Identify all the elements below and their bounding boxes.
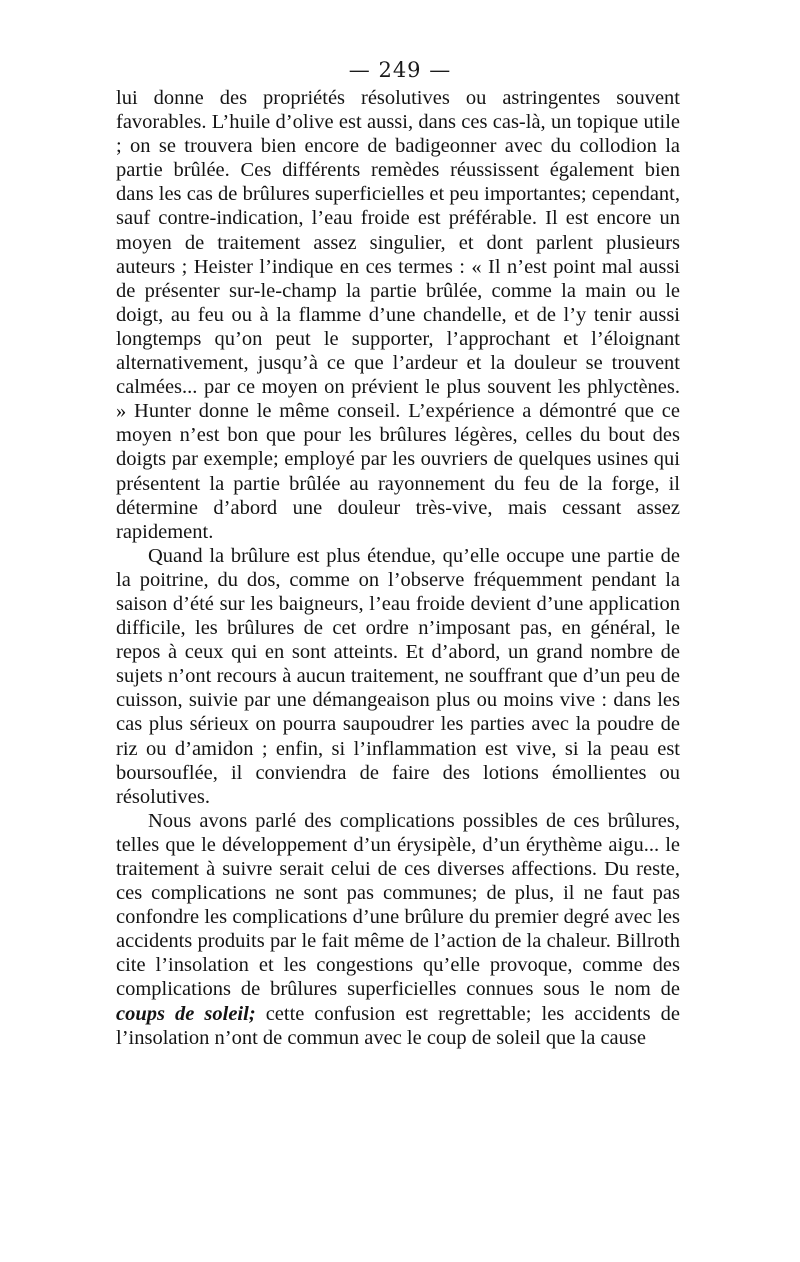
paragraph [116,86,680,544]
paragraph [116,809,680,1050]
text-segment: Quand la brûlure est plus étendue, qu’elle occupe une partie de la poitrine, du dos, comme on l’observe fréquemment pendant la saison d’été sur les baigneurs, l’eau froide devient d’une application difficile, les brûlures de cet ordre n’imposant pas, en général, le repos à ceux qui en sont atteints. Et d’abord, un grand nombre de sujets n’ont recours à aucun traitement, ne souffrant que d’un peu de cuisson, suivie par une démangeaison plus ou moins vive : dans les cas plus sérieux on pourra saupoudrer les parties avec la poudre de riz ou d’amidon ; enfin, si l’inflammation est vive, si la peau est boursouflée, il conviendra de faire des lotions émollientes ou résolutives. [116,544,680,808]
text-segment: cette confusion est regrettable; les accidents de l’insolation n’ont de commun avec le coup de soleil que la cause [116,1002,680,1049]
italic-phrase: coups de soleil; [116,1002,256,1025]
paragraph [116,544,680,809]
text-segment: Nous avons parlé des complications possibles de ces brûlures, telles que le développement d’un érysipèle, d’un érythème aigu... le traitement à suivre serait celui de ces diverses affections. Du reste, ces complications ne sont pas communes; de plus, il ne faut pas confondre les complications d’une brûlure du premier degré avec les accidents produits par le fait même de l’action de la chaleur. Billroth cite l’insolation et les congestions qu’elle provoque, comme des complications de brûlures superficielles connues sous le nom de [116,809,680,1001]
text-segment: lui donne des propriétés résolutives ou astringentes souvent favorables. L’huile d’olive est aussi, dans ces cas-là, un topique utile ; on se trouvera bien encore de badigeonner avec du collodion la partie brûlée. Ces différents remèdes réussissent également bien dans les cas de brûlures superficielles et peu importantes; cependant, sauf contre-indication, l’eau froide est préférable. Il est encore un moyen de traitement assez singulier, et dont parlent plusieurs auteurs ; Heister l’indique en ces termes : « Il n’est point mal aussi de présenter sur-le-champ la partie brûlée, comme la main ou le doigt, au feu ou à la flamme d’une chandelle, et de l’y tenir aussi longtemps qu’on peut le supporter, l’approchant et l’éloignant alternativement, jusqu’à ce que l’ardeur et la douleur se trouvent calmées... par ce moyen on prévient le plus souvent les phlyctènes. » Hunter donne le même conseil. L’expérience a démontré que ce moyen n’est bon que pour les brûlures légères, celles du bout des doigts par exemple; employé par les ouvriers de quelques usines qui présentent la partie brûlée au rayonnement du feu de la forge, il détermine d’abord une douleur très-vive, mais cessant assez rapidement. [116,87,680,543]
page-number: — 249 — [348,58,452,82]
body-text [116,86,680,1050]
